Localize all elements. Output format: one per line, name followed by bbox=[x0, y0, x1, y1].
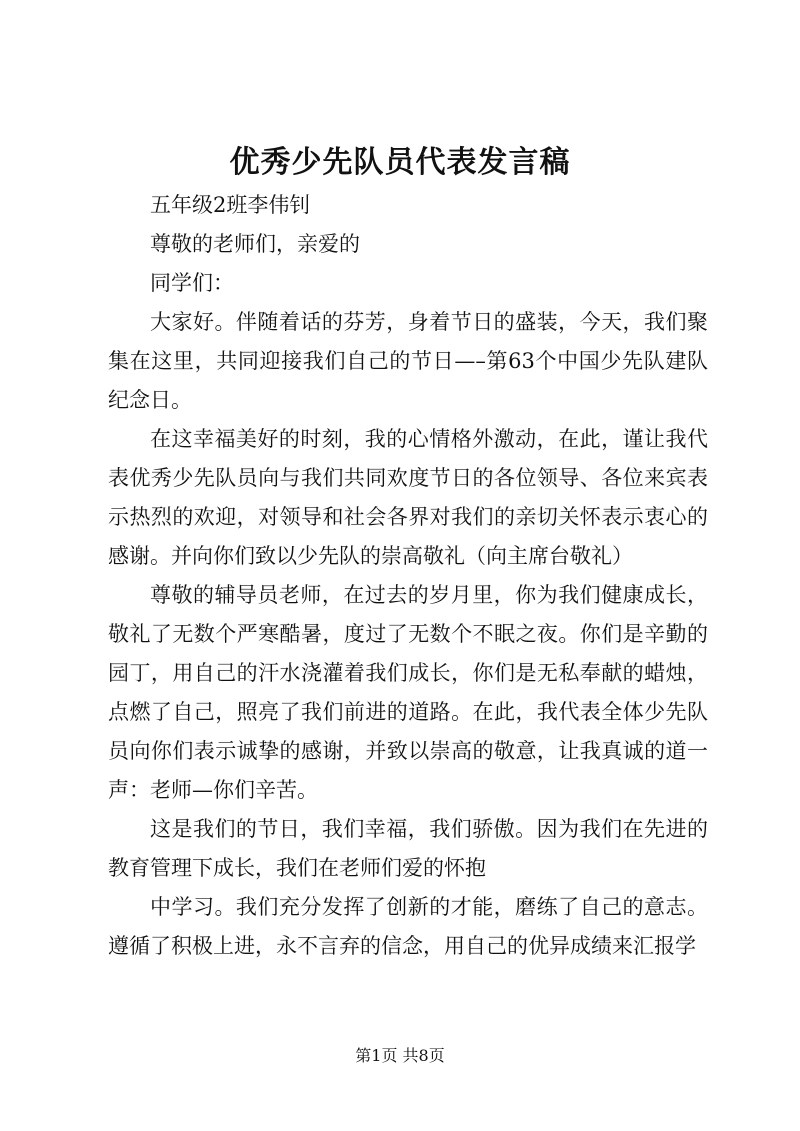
paragraph-teachers: 尊敬的辅导员老师，在过去的岁月里，你为我们健康成长，敬礼了无数个严寒酷暑，度过了无数个不眠之夜。你们是辛勤的园丁，用自己的汗水浇灌着我们成长，你们是无私奉献的蜡烛，点燃了自己，照亮了我们前进的道路。在此，我代表全体少先队员向你们表示诚挚的感谢，并致以崇高的敬意，让我真诚的道一声：老师—你们辛苦。 bbox=[108, 583, 708, 802]
salutation-continued: 同学们： bbox=[150, 271, 234, 295]
author-line: 五年级2班李伟钊 bbox=[150, 193, 311, 217]
paragraph-festival: 这是我们的节日，我们幸福，我们骄傲。因为我们在先进的教育管理下成长，我们在老师们爱的怀抱 bbox=[108, 817, 708, 880]
document-body bbox=[108, 186, 708, 966]
page-title: 优秀少先队员代表发言稿 bbox=[229, 145, 571, 180]
paragraph-welcome: 在这幸福美好的时刻，我的心情格外激动，在此，谨让我代表优秀少先队员向与我们共同欢度节日的各位领导、各位来宾表示热烈的欢迎，对领导和社会各界对我们的亲切关怀表示衷心的感谢。并向你们致以少先队的崇高敬礼（向主席台敬礼） bbox=[108, 427, 708, 568]
paragraph-study: 中学习。我们充分发挥了创新的才能，磨练了自己的意志。遵循了积极上进，永不言弃的信念，用自己的优异成绩来汇报学 bbox=[108, 895, 708, 958]
page-footer: 第1页 共8页 bbox=[355, 1046, 445, 1065]
salutation-line: 尊敬的老师们，亲爱的 bbox=[150, 232, 360, 256]
paragraph-greeting: 大家好。伴随着话的芬芳，身着节日的盛装，今天，我们聚集在这里，共同迎接我们自己的节日—–第63个中国少先队建队纪念日。 bbox=[108, 310, 708, 412]
